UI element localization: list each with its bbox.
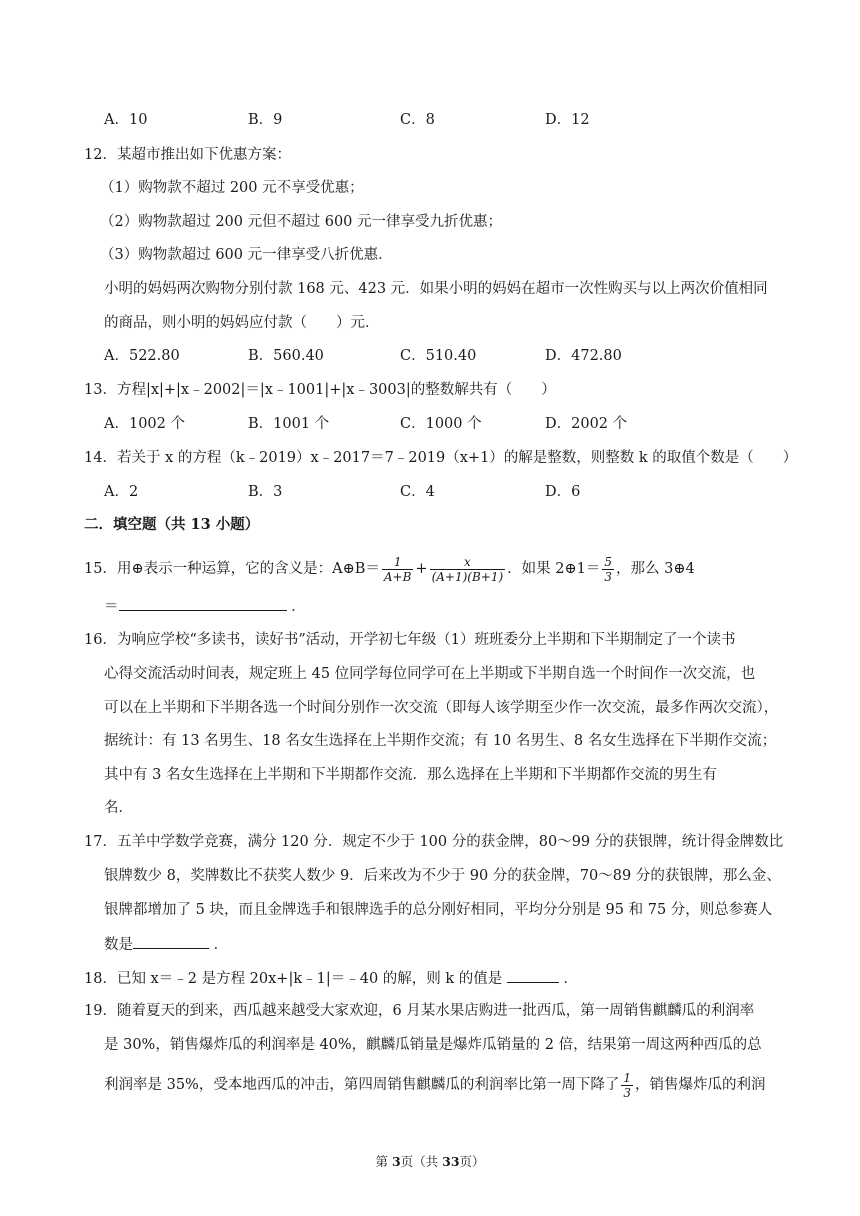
- q14-option-b: B．3: [248, 484, 283, 500]
- q11-option-b: B．9: [248, 112, 283, 128]
- q17-line4: [104, 934, 228, 955]
- q15-fraction-3-denominator: 3: [604, 569, 613, 584]
- q17-answer-blank[interactable]: [133, 934, 209, 949]
- q17-line3: 银牌都增加了 5 块，而且金牌选手和银牌选手的总分刚好相同，平均分分别是 95 和 75 分，则总参赛人: [104, 902, 773, 918]
- q15-fraction-1: [382, 555, 414, 584]
- q15-fraction-1-denominator: A+B: [383, 569, 412, 584]
- q11-option-c: C．8: [400, 112, 435, 128]
- q19-line3: [104, 1068, 765, 1102]
- q19-line2: 是 30%，销售爆炸瓜的利润率是 40%，麒麟瓜销量是爆炸瓜销量的 2 倍，结果第一周这两种西瓜的总: [104, 1037, 762, 1053]
- q12-option-a: A．522.80: [104, 348, 180, 364]
- q12-paragraph-line2: 的商品，则小明的妈妈应付款（ ）元．: [104, 315, 380, 331]
- q15-period: ．: [291, 599, 306, 615]
- q18-period: ．: [563, 971, 579, 987]
- q14-option-c: C．4: [400, 484, 435, 500]
- q12-condition-3: （3）购物款超过 600 元一律享受八折优惠．: [100, 247, 393, 263]
- q12-condition-1: （1）购物款不超过 200 元不享受优惠；: [100, 180, 364, 196]
- q15-answer-blank[interactable]: [119, 596, 287, 611]
- q16-line2: 心得交流活动时间表，规定班上 45 位同学每位同学可在上半期或下半期自选一个时间作一次交流，也: [104, 666, 756, 682]
- q15-text-a: 15．用⊕表示一种运算，它的含义是：A⊕B＝: [84, 561, 380, 577]
- q12-option-d: D．472.80: [545, 348, 622, 364]
- q16-line5: 其中有 3 名女生选择在上半期和下半期都作交流．那么选择在上半期和下半期都作交流的男生有: [104, 767, 717, 783]
- q19-line1: 19．随着夏天的到来，西瓜越来越受大家欢迎，6 月某水果店购进一批西瓜，第一周销售麒麟瓜的利润率: [84, 1003, 755, 1019]
- q13-option-c: C．1000 个: [400, 416, 482, 432]
- footer-middle: 页（共: [400, 1154, 443, 1169]
- q15-fraction-1-numerator: 1: [382, 555, 414, 570]
- q13-stem: 13．方程|x|+|x﹣2002|＝|x﹣1001|+|x﹣3003|的整数解共有（ ）: [84, 382, 556, 398]
- q15-text-c: ，那么 3⊕4: [616, 561, 695, 577]
- q15-equals: ＝: [104, 599, 119, 615]
- q14-stem: 14．若关于 x 的方程（k﹣2019）x﹣2017＝7﹣2019（x+1）的解是整数，则整数 k 的取值个数是（ ）: [84, 450, 798, 466]
- q12-condition-2: （2）购物款超过 200 元但不超过 600 元一律享受九折优惠；: [100, 214, 503, 230]
- q17-period: ．: [213, 937, 229, 953]
- q15-text-b: ．如果 2⊕1＝: [507, 561, 601, 577]
- q14-option-d: D．6: [545, 484, 581, 500]
- q16-line1: 16．为响应学校“多读书，读好书”活动，开学初七年级（1）班班委分上半期和下半期制定了一个读书: [84, 632, 736, 648]
- q19-text-b: ，销售爆炸瓜的利润: [634, 1077, 766, 1093]
- section-heading: 二．填空题（共 13 小题）: [84, 516, 260, 533]
- q11-option-a: A．10: [104, 112, 148, 128]
- q15-line1: [84, 552, 695, 586]
- q15-fraction-3-numerator: 5: [604, 554, 613, 569]
- q12-option-b: B．560.40: [248, 348, 324, 364]
- q17-line2: 银牌数少 8，奖牌数比不获奖人数少 9．后来改为不少于 90 分的获金牌，70～89 分的获银牌，那么金、: [104, 868, 781, 884]
- q18-text: 18．已知 x＝﹣2 是方程 20x+|k﹣1|＝﹣40 的解，则 k 的值是: [84, 971, 503, 987]
- footer-suffix: 页）: [459, 1154, 485, 1169]
- footer-total-pages: 33: [442, 1154, 460, 1169]
- q19-fraction-denominator: 3: [623, 1085, 631, 1100]
- q16-line3: 可以在上半期和下半期各选一个时间分别作一次交流（即每人该学期至少作一次交流，最多作两次交流），: [104, 700, 779, 716]
- q16-line4: 据统计：有 13 名男生、18 名女生选择在上半期作交流；有 10 名男生、8 名女生选择在下半期作交流；: [104, 733, 777, 749]
- q18-line: [84, 968, 578, 989]
- q12-option-c: C．510.40: [400, 348, 477, 364]
- q13-option-a: A．1002 个: [104, 416, 185, 432]
- q13-option-d: D．2002 个: [545, 416, 628, 432]
- q15-line2: [104, 596, 306, 617]
- q19-text-a: 利润率是 35%，受本地西瓜的冲击，第四周销售麒麟瓜的利润率比第一周下降了: [104, 1077, 620, 1093]
- q15-fraction-2-denominator: (A+1)(B+1): [431, 569, 504, 584]
- q13-option-b: B．1001 个: [248, 416, 330, 432]
- footer-prefix: 第: [375, 1154, 392, 1169]
- q16-line6: 名．: [104, 800, 133, 816]
- page-footer: [0, 1152, 860, 1170]
- q17-line1: 17．五羊中学数学竞赛，满分 120 分．规定不少于 100 分的获金牌，80～99 分的获银牌，统计得金牌数比: [84, 834, 784, 850]
- q12-paragraph-line1: 小明的妈妈两次购物分别付款 168 元、423 元．如果小明的妈妈在超市一次性购买与以上两次价值相同: [104, 281, 768, 297]
- q12-stem: 12．某超市推出如下优惠方案：: [84, 147, 291, 163]
- q11-option-d: D．12: [545, 112, 590, 128]
- q15-plus: +: [415, 561, 428, 577]
- q15-fraction-3: [602, 555, 614, 584]
- q15-fraction-2: [430, 555, 506, 584]
- q19-fraction: [621, 1071, 633, 1100]
- q14-option-a: A．2: [104, 484, 139, 500]
- q19-fraction-numerator: 1: [623, 1070, 631, 1085]
- q18-answer-blank[interactable]: [507, 968, 559, 983]
- footer-page-number: 3: [391, 1154, 401, 1169]
- q17-text-prefix: 数是: [104, 937, 133, 953]
- q15-fraction-2-numerator: x: [430, 555, 506, 570]
